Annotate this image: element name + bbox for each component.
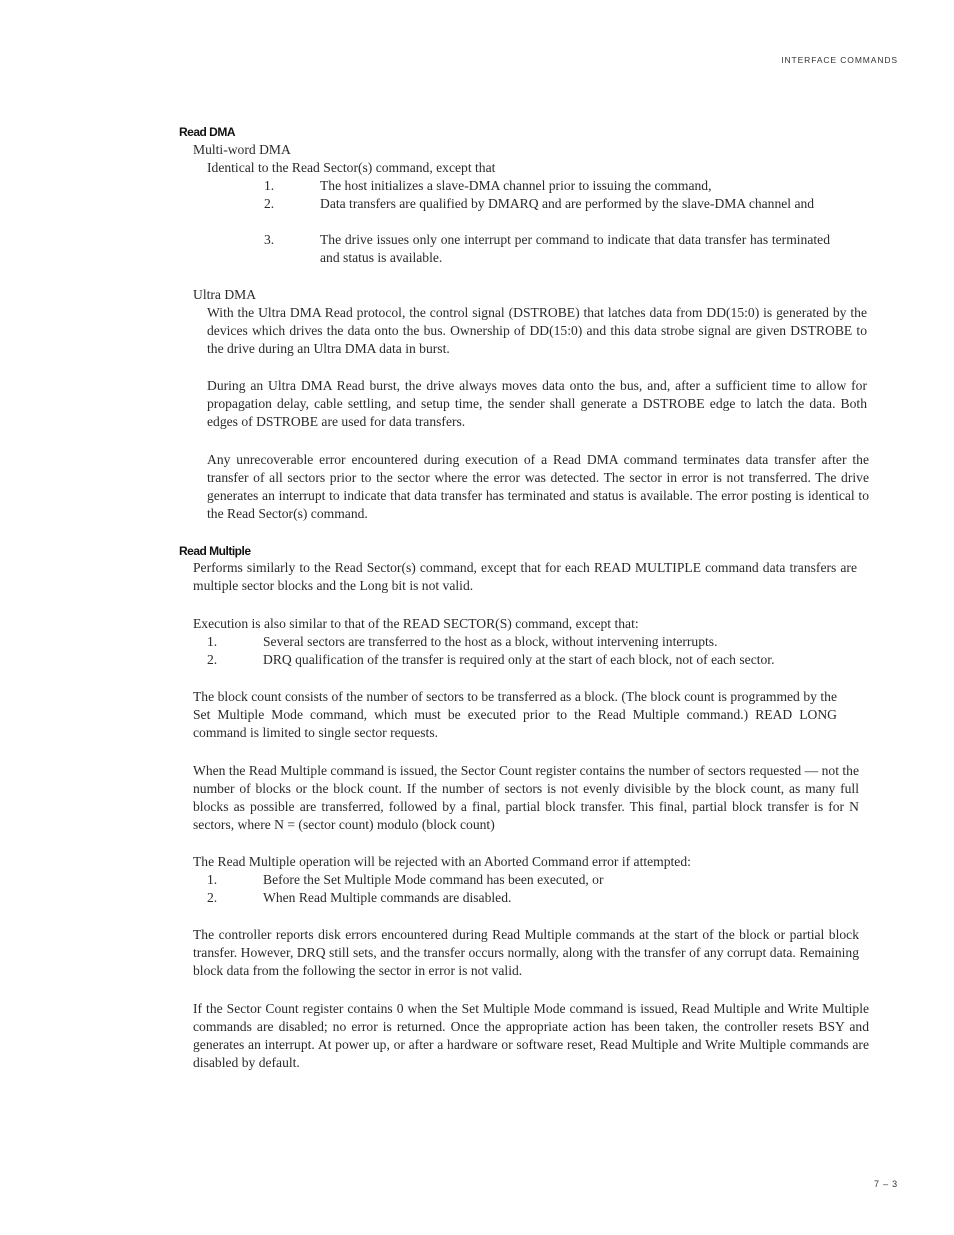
running-header: INTERFACE COMMANDS (781, 55, 898, 65)
list-item-number: 1. (264, 178, 275, 193)
list-item-text: When Read Multiple commands are disabled. (263, 890, 512, 905)
paragraph: During an Ultra DMA Read burst, the drive always moves data onto the bus, and, after a sufficient time to allow for propagation delay, cable settling, and setup time, the sender shall generate a DSTROBE edge to latch the data. Both edges of DSTROBE are used for data transfers. (207, 378, 867, 429)
paragraph: The controller reports disk errors encountered during Read Multiple commands at the start of the block or partial block transfer. However, DRQ still sets, and the transfer occurs normally, along with the transfer of any corrupt data. Remaining block data from the following the sector in error is not valid. (193, 927, 859, 978)
list-item-number: 2. (264, 196, 275, 211)
paragraph: The Read Multiple operation will be rejected with an Aborted Command error if attempted: (193, 854, 691, 869)
page-number: 7 – 3 (873, 1179, 898, 1189)
paragraph: The block count consists of the number of sectors to be transferred as a block. (The block count is programmed by the Set Multiple Mode command, which must be executed prior to the Read Multiple command.) READ LONG command is limited to single sector requests. (193, 689, 837, 740)
list-item-number: 2. (207, 890, 218, 905)
paragraph: When the Read Multiple command is issued, the Sector Count register contains the number of sectors requested — not the number of blocks or the block count. If the number of sectors is not evenly divisible by the block count, as many full blocks as possible are transferred, followed by a final, partial block transfer. This final, partial block transfer is for N sectors, where N = (sector count) modulo (block count) (193, 763, 859, 832)
paragraph: Performs similarly to the Read Sector(s) command, except that for each READ MULTIPLE command data transfers are multiple sector blocks and the Long bit is not valid. (193, 560, 857, 593)
list-item-number: 3. (264, 232, 275, 247)
list-item-text: Before the Set Multiple Mode command has been executed, or (263, 872, 604, 887)
section-heading-read-multiple: Read Multiple (179, 544, 251, 558)
paragraph: Execution is also similar to that of the READ SECTOR(S) command, except that: (193, 616, 639, 631)
list-item-text: The drive issues only one interrupt per command to indicate that data transfer has terminated and status is available. (320, 232, 830, 265)
multiword-intro: Identical to the Read Sector(s) command, except that (207, 160, 496, 175)
list-item-number: 1. (207, 634, 218, 649)
list-item-text: Several sectors are transferred to the host as a block, without intervening interrupts. (263, 634, 718, 649)
subheading-multiword-dma: Multi-word DMA (193, 142, 291, 157)
list-item-text: Data transfers are qualified by DMARQ and are performed by the slave-DMA channel and (320, 196, 815, 211)
section-heading-read-dma: Read DMA (179, 125, 236, 139)
list-item-text: DRQ qualification of the transfer is required only at the start of each block, not of each sector. (263, 652, 775, 667)
paragraph: If the Sector Count register contains 0 when the Set Multiple Mode command is issued, Read Multiple and Write Multiple commands are disabled; no error is returned. Once the appropriate action has been taken, the controller resets BSY and generates an interrupt. At power up, or after a hardware or software reset, Read Multiple and Write Multiple commands are disabled by default. (193, 1001, 869, 1070)
list-item-text: The host initializes a slave-DMA channel prior to issuing the command, (320, 178, 712, 193)
paragraph: Any unrecoverable error encountered during execution of a Read DMA command terminates data transfer after the transfer of all sectors prior to the sector where the error was detected. The sector in error is not transferred. The drive generates an interrupt to indicate that data transfer has terminated and status is available. The error posting is identical to the Read Sector(s) command. (207, 452, 869, 521)
subheading-ultra-dma: Ultra DMA (193, 287, 257, 302)
list-item-number: 1. (207, 872, 218, 887)
list-item-number: 2. (207, 652, 218, 667)
paragraph: With the Ultra DMA Read protocol, the control signal (DSTROBE) that latches data from DD(15:0) is generated by the devices which drives the data onto the bus. Ownership of DD(15:0) and this data strobe signal are given DSTROBE to the drive during an Ultra DMA data in burst. (207, 305, 867, 356)
